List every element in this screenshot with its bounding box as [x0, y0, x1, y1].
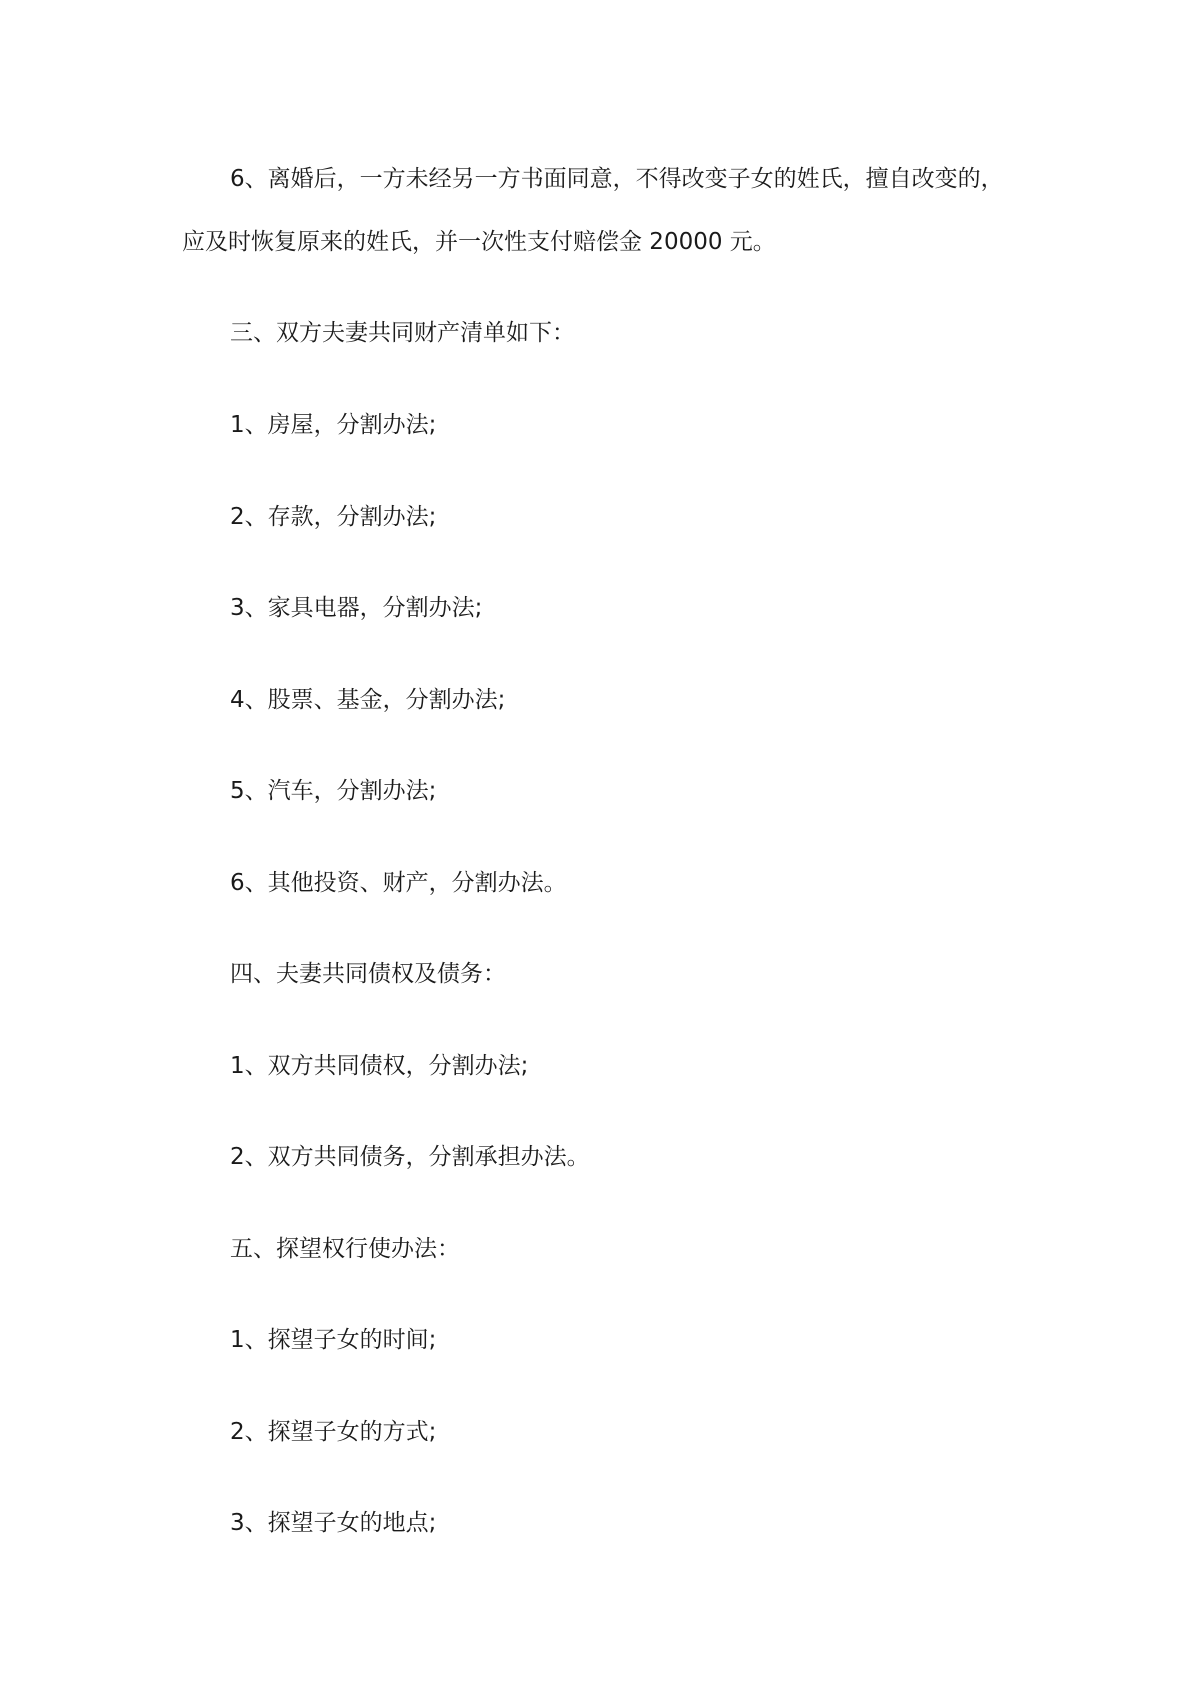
list-item-car: 5、汽车，分割办法;: [230, 778, 437, 804]
list-item-debts: 2、双方共同债务，分割承担办法。: [230, 1144, 590, 1170]
list-item-furniture: 3、家具电器，分割办法;: [230, 595, 483, 621]
list-item-claims: 1、双方共同债权，分割办法;: [230, 1053, 529, 1079]
section-heading-property: 三、双方夫妻共同财产清单如下：: [230, 320, 575, 346]
list-item-stocks: 4、股票、基金，分割办法;: [230, 687, 506, 713]
list-item-visit-place: 3、探望子女的地点;: [230, 1510, 437, 1536]
section-heading-debts: 四、夫妻共同债权及债务：: [230, 961, 506, 987]
paragraph-clause-6-line-1: 6、离婚后，一方未经另一方书面同意，不得改变子女的姓氏，擅自改变的，: [230, 166, 1004, 192]
list-item-deposits: 2、存款，分割办法;: [230, 504, 437, 530]
section-heading-visitation: 五、探望权行使办法：: [230, 1236, 460, 1262]
list-item-other-investments: 6、其他投资、财产，分割办法。: [230, 870, 567, 896]
list-item-visit-time: 1、探望子女的时间;: [230, 1327, 437, 1353]
list-item-house: 1、房屋，分割办法;: [230, 412, 437, 438]
paragraph-clause-6-line-2: 应及时恢复原来的姓氏，并一次性支付赔偿金 20000 元。: [182, 229, 776, 255]
list-item-visit-method: 2、探望子女的方式;: [230, 1419, 437, 1445]
